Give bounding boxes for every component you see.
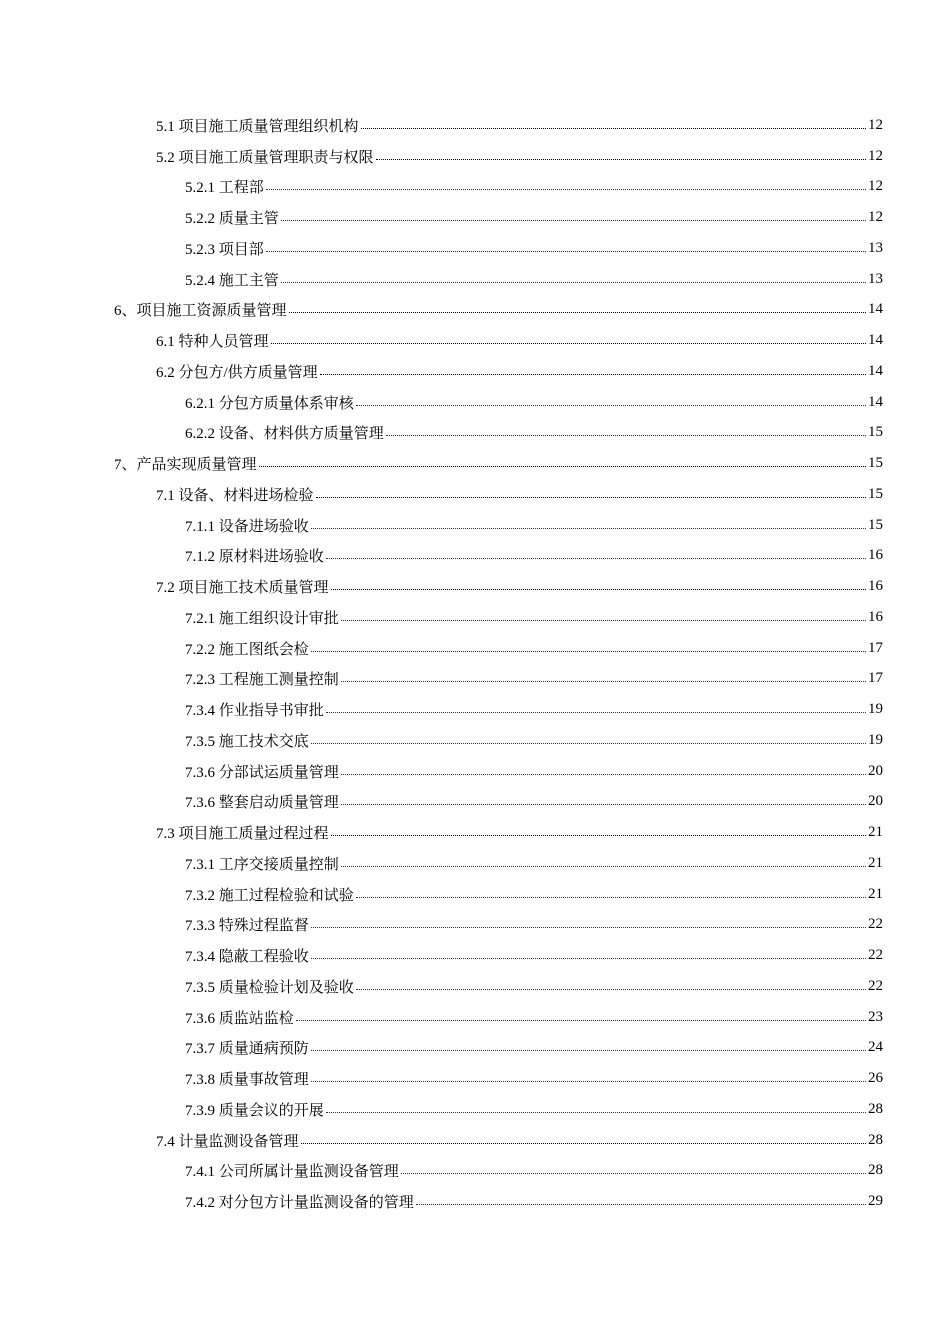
toc-entry-page-number: 12 xyxy=(868,178,883,195)
toc-entry[interactable] xyxy=(0,879,950,910)
toc-entry-page-number: 15 xyxy=(868,485,883,502)
toc-entry-title: 7.3.6 分部试运质量管理 xyxy=(185,764,339,781)
toc-entry-page-number: 14 xyxy=(868,332,883,349)
toc-entry[interactable] xyxy=(0,1002,950,1033)
toc-entry-title: 5.2 项目施工质量管理职责与权限 xyxy=(156,149,374,166)
toc-entry-title: 7.3.7 质量通病预防 xyxy=(185,1041,309,1058)
toc-entry-title: 7.4.2 对分包方计量监测设备的管理 xyxy=(185,1195,414,1212)
dot-leader xyxy=(416,1204,866,1205)
toc-entry-page-number: 23 xyxy=(868,1008,883,1025)
toc-entry-title: 6.2 分包方/供方质量管理 xyxy=(156,364,318,381)
toc-entry-title: 7.3.6 整套启动质量管理 xyxy=(185,795,339,812)
toc-entry-page-number: 29 xyxy=(868,1193,883,1210)
toc-entry-title: 7.3.4 隐蔽工程验收 xyxy=(185,949,309,966)
dot-leader xyxy=(311,1050,866,1051)
toc-entry-title: 7.2.3 工程施工测量控制 xyxy=(185,672,339,689)
dot-leader xyxy=(281,220,866,221)
toc-entry-title: 6.2.1 分包方质量体系审核 xyxy=(185,395,354,412)
toc-entry[interactable] xyxy=(0,1063,950,1094)
toc-entry-title: 5.1 项目施工质量管理组织机构 xyxy=(156,118,359,135)
toc-entry[interactable] xyxy=(0,756,950,787)
toc-entry-page-number: 14 xyxy=(868,362,883,379)
toc-entry[interactable] xyxy=(0,325,950,356)
dot-leader xyxy=(361,128,866,129)
dot-leader xyxy=(341,804,866,805)
dot-leader xyxy=(331,835,866,836)
dot-leader xyxy=(341,681,866,682)
dot-leader xyxy=(341,774,866,775)
toc-entry-page-number: 14 xyxy=(868,301,883,318)
toc-entry-title: 7.1.1 设备进场验收 xyxy=(185,518,309,535)
toc-entry-page-number: 16 xyxy=(868,608,883,625)
dot-leader xyxy=(311,528,866,529)
toc-entry-title: 7.3.1 工序交接质量控制 xyxy=(185,856,339,873)
toc-entry-title: 6.2.2 设备、材料供方质量管理 xyxy=(185,426,384,443)
dot-leader xyxy=(266,251,866,252)
toc-entry[interactable] xyxy=(0,264,950,295)
dot-leader xyxy=(289,312,866,313)
toc-entry-title: 7、产品实现质量管理 xyxy=(114,457,257,474)
toc-entry[interactable] xyxy=(0,848,950,879)
dot-leader xyxy=(376,159,866,160)
toc-entry-page-number: 28 xyxy=(868,1162,883,1179)
toc-entry-page-number: 22 xyxy=(868,916,883,933)
toc-entry[interactable] xyxy=(0,356,950,387)
toc-entry[interactable] xyxy=(0,541,950,572)
dot-leader xyxy=(311,651,866,652)
toc-entry-title: 7.3.2 施工过程检验和试验 xyxy=(185,887,354,904)
toc-entry-page-number: 17 xyxy=(868,670,883,687)
toc-entry-page-number: 13 xyxy=(868,239,883,256)
toc-entry-title: 5.2.2 质量主管 xyxy=(185,211,279,228)
toc-entry[interactable] xyxy=(0,602,950,633)
toc-entry-title: 7.2 项目施工技术质量管理 xyxy=(156,580,329,597)
toc-entry[interactable] xyxy=(0,387,950,418)
dot-leader xyxy=(356,897,866,898)
toc-entry-page-number: 28 xyxy=(868,1100,883,1117)
toc-entry-title: 7.4.1 公司所属计量监测设备管理 xyxy=(185,1164,399,1181)
toc-entry-page-number: 19 xyxy=(868,731,883,748)
toc-entry-page-number: 21 xyxy=(868,854,883,871)
toc-entry[interactable] xyxy=(0,725,950,756)
toc-entry-title: 7.2.1 施工组织设计审批 xyxy=(185,610,339,627)
toc-entry-title: 5.2.3 项目部 xyxy=(185,241,264,258)
toc-entry-page-number: 12 xyxy=(868,147,883,164)
toc-entry[interactable] xyxy=(0,1033,950,1064)
toc-entry[interactable] xyxy=(0,233,950,264)
toc-entry[interactable] xyxy=(0,694,950,725)
toc-entry[interactable] xyxy=(0,448,950,479)
toc-entry-title: 7.3.6 质监站监检 xyxy=(185,1010,294,1027)
toc-entry[interactable] xyxy=(0,1125,950,1156)
toc-entry-title: 7.3.9 质量会议的开展 xyxy=(185,1102,324,1119)
toc-entry-title: 7.1 设备、材料进场检验 xyxy=(156,487,314,504)
toc-entry[interactable] xyxy=(0,1186,950,1217)
dot-leader xyxy=(311,927,866,928)
toc-entry[interactable] xyxy=(0,940,950,971)
toc-entry-page-number: 24 xyxy=(868,1039,883,1056)
toc-entry-page-number: 19 xyxy=(868,701,883,718)
toc-entry[interactable] xyxy=(0,110,950,141)
toc-entry-page-number: 21 xyxy=(868,824,883,841)
toc-entry-page-number: 26 xyxy=(868,1070,883,1087)
dot-leader xyxy=(311,743,866,744)
dot-leader xyxy=(266,189,866,190)
dot-leader xyxy=(296,1020,866,1021)
toc-entry-title: 6.1 特种人员管理 xyxy=(156,334,269,351)
toc-entry-page-number: 22 xyxy=(868,947,883,964)
table-of-contents xyxy=(0,110,950,1217)
dot-leader xyxy=(271,343,866,344)
dot-leader xyxy=(281,282,866,283)
toc-entry-page-number: 21 xyxy=(868,885,883,902)
toc-entry[interactable] xyxy=(0,202,950,233)
toc-entry[interactable] xyxy=(0,510,950,541)
dot-leader xyxy=(320,374,866,375)
toc-entry-title: 5.2.1 工程部 xyxy=(185,180,264,197)
toc-entry-page-number: 15 xyxy=(868,424,883,441)
dot-leader xyxy=(326,712,866,713)
dot-leader xyxy=(311,958,866,959)
toc-entry-page-number: 20 xyxy=(868,762,883,779)
toc-entry-title: 7.2.2 施工图纸会检 xyxy=(185,641,309,658)
toc-entry-page-number: 15 xyxy=(868,516,883,533)
toc-entry[interactable] xyxy=(0,971,950,1002)
toc-entry-page-number: 13 xyxy=(868,270,883,287)
toc-entry[interactable] xyxy=(0,571,950,602)
dot-leader xyxy=(341,866,866,867)
dot-leader xyxy=(311,1081,866,1082)
toc-entry-page-number: 20 xyxy=(868,793,883,810)
toc-entry[interactable] xyxy=(0,172,950,203)
toc-entry[interactable] xyxy=(0,910,950,941)
toc-entry-page-number: 16 xyxy=(868,547,883,564)
toc-entry-page-number: 17 xyxy=(868,639,883,656)
toc-entry-title: 7.3.4 作业指导书审批 xyxy=(185,703,324,720)
toc-entry-page-number: 28 xyxy=(868,1131,883,1148)
dot-leader xyxy=(301,1143,866,1144)
toc-entry[interactable] xyxy=(0,295,950,326)
toc-entry[interactable] xyxy=(0,418,950,449)
toc-entry[interactable] xyxy=(0,1156,950,1187)
toc-entry[interactable] xyxy=(0,141,950,172)
dot-leader xyxy=(326,1112,866,1113)
dot-leader xyxy=(331,589,866,590)
toc-entry-title: 7.3.5 质量检验计划及验收 xyxy=(185,979,354,996)
toc-entry-title: 7.4 计量监测设备管理 xyxy=(156,1133,299,1150)
dot-leader xyxy=(356,989,866,990)
dot-leader xyxy=(259,466,866,467)
dot-leader xyxy=(356,405,866,406)
toc-entry[interactable] xyxy=(0,817,950,848)
toc-entry[interactable] xyxy=(0,1094,950,1125)
toc-entry-title: 7.1.2 原材料进场验收 xyxy=(185,549,324,566)
toc-entry-title: 7.3 项目施工质量过程过程 xyxy=(156,826,329,843)
toc-entry[interactable] xyxy=(0,633,950,664)
toc-entry[interactable] xyxy=(0,787,950,818)
dot-leader xyxy=(341,620,866,621)
toc-entry-title: 6、项目施工资源质量管理 xyxy=(114,303,287,320)
toc-entry[interactable] xyxy=(0,664,950,695)
toc-entry-title: 7.3.3 特殊过程监督 xyxy=(185,918,309,935)
toc-entry-title: 7.3.5 施工技术交底 xyxy=(185,733,309,750)
dot-leader xyxy=(401,1173,866,1174)
dot-leader xyxy=(386,435,866,436)
dot-leader xyxy=(326,558,866,559)
toc-entry-title: 7.3.8 质量事故管理 xyxy=(185,1072,309,1089)
toc-entry-title: 5.2.4 施工主管 xyxy=(185,272,279,289)
toc-entry-page-number: 12 xyxy=(868,209,883,226)
toc-entry-page-number: 16 xyxy=(868,578,883,595)
toc-entry-page-number: 15 xyxy=(868,455,883,472)
dot-leader xyxy=(316,497,866,498)
toc-entry[interactable] xyxy=(0,479,950,510)
toc-entry-page-number: 22 xyxy=(868,977,883,994)
toc-entry-page-number: 14 xyxy=(868,393,883,410)
toc-entry-page-number: 12 xyxy=(868,116,883,133)
